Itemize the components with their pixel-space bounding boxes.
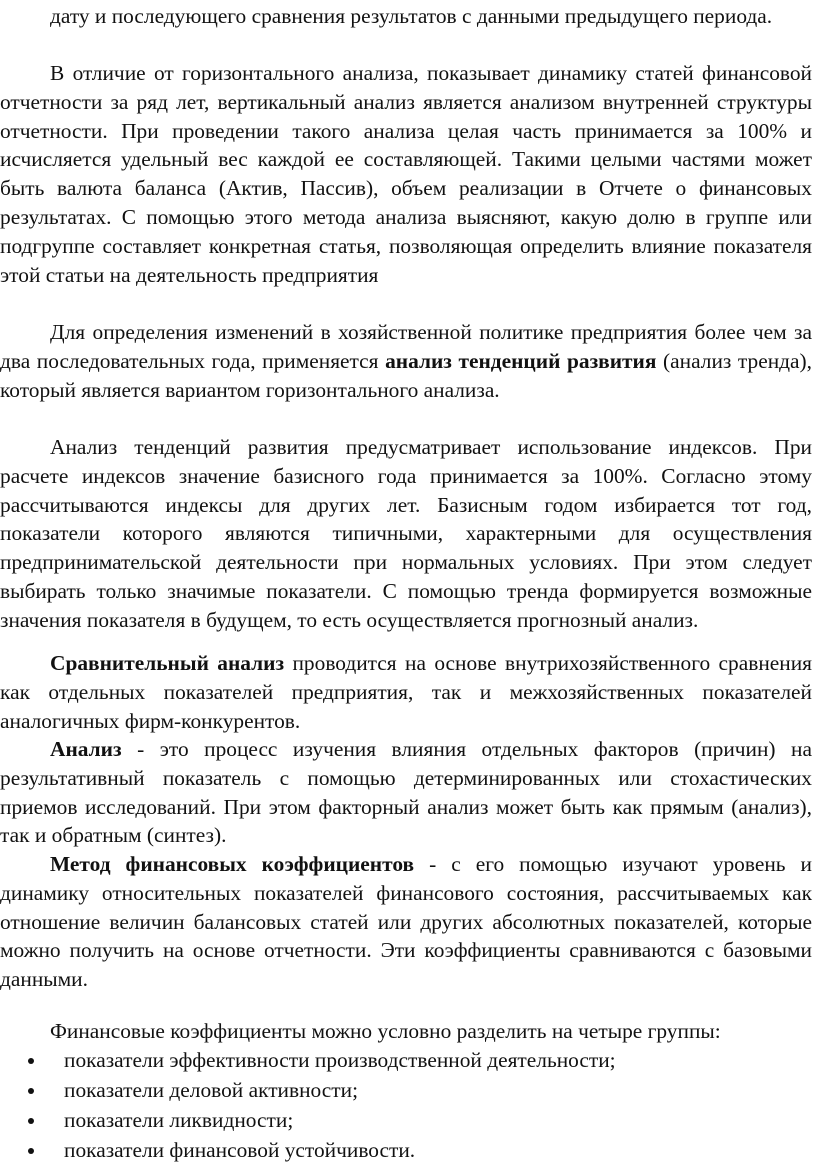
paragraph-comparative-analysis bbox=[0, 649, 812, 735]
paragraph-text: В отличие от горизонтального анализа, показывает динамику статей финансовой отчетности за ряд лет, вертикальный анализ является анализом внутренней структуры отчетности. При проведении такого анализа целая часть принимается за 100% и исчисляется удельный вес каждой ее составляющей. Такими целыми частями может быть валюта баланса (Актив, Пассив), объем реализации в Отчете о финансовых результатах. С помощью этого метода анализа выясняют, какую долю в группе или подгруппе составляет конкретная статья, позволяющая определить влияние показателя этой статьи на деятельность предприятия bbox=[0, 61, 812, 287]
paragraph-text: (анализ тренда), который является вариантом горизонтального анализа. bbox=[0, 348, 813, 402]
list-item-text: показатели деловой активности; bbox=[64, 1078, 359, 1102]
bold-term: Анализ bbox=[50, 737, 122, 761]
bullet-icon bbox=[28, 1118, 34, 1124]
list-item-text: показатели эффективности производственной деятельности; bbox=[64, 1048, 616, 1072]
paragraph-text: дату и последующего сравнения результатов с данными предыдущего периода. bbox=[50, 4, 773, 28]
bullet-icon bbox=[28, 1148, 34, 1154]
list-item bbox=[0, 1076, 812, 1105]
bullet-icon bbox=[28, 1088, 34, 1094]
bold-term: Метод финансовых коэффициентов bbox=[50, 852, 415, 876]
bold-term: Сравнительный анализ bbox=[50, 651, 285, 675]
paragraph-text: Финансовые коэффициенты можно условно разделить на четыре группы: bbox=[50, 1019, 721, 1043]
bold-term: анализ тенденций развития bbox=[385, 348, 657, 373]
list-item-text: показатели финансовой устойчивости. bbox=[64, 1138, 416, 1162]
paragraph-vertical-analysis bbox=[0, 59, 812, 289]
paragraph-text: - с его помощью изучают уровень и динамику относительных показателей финансового состояния, рассчитываемых как отношение величин балансовых статей или других абсолютных показателей, которые можно получить на основе отчетности. Эти коэффициенты сравниваются с базовыми данными. bbox=[0, 852, 812, 992]
paragraph-list-intro bbox=[0, 1017, 812, 1046]
paragraph-ratio-method bbox=[0, 850, 812, 994]
list-item-text: показатели ликвидности; bbox=[64, 1108, 294, 1132]
bullet-icon bbox=[28, 1058, 34, 1064]
paragraph-index-analysis bbox=[0, 433, 812, 635]
paragraph-text: проводится на основе внутрихозяйственного сравнения как отдельных показателей предприятия, так и межхозяйственных показателей аналогичных фирм-конкурентов. bbox=[0, 651, 812, 733]
paragraph-text: - это процесс изучения влияния отдельных факторов (причин) на результативный показатель с помощью детерминированных или стохастических приемов исследований. При этом факторный анализ может быть как прямым (анализ), так и обратным (синтез). bbox=[0, 737, 812, 848]
list-item bbox=[0, 1136, 812, 1165]
paragraph-factor-analysis bbox=[0, 735, 812, 850]
paragraph-text: Анализ тенденций развития предусматривает использование индексов. При расчете индексов значение базисного года принимается за 100%. Согласно этому рассчитываются индексы для других лет. Базисным годом избирается тот год, показатели которого являются типичными, характерными для осуществления предпринимательской деятельности при нормальных условиях. При этом следует выбирать только значимые показатели. С помощью тренда формируется возможные значения показателя в будущем, то есть осуществляется прогнозный анализ. bbox=[0, 435, 812, 632]
list-item bbox=[0, 1046, 812, 1075]
paragraph-text: Для определения изменений в хозяйственной политике предприятия более чем за два последовательных года, применяется bbox=[0, 320, 812, 373]
list-item bbox=[0, 1106, 812, 1135]
paragraph-continuation bbox=[0, 2, 812, 31]
paragraph-trend-analysis bbox=[0, 318, 812, 404]
